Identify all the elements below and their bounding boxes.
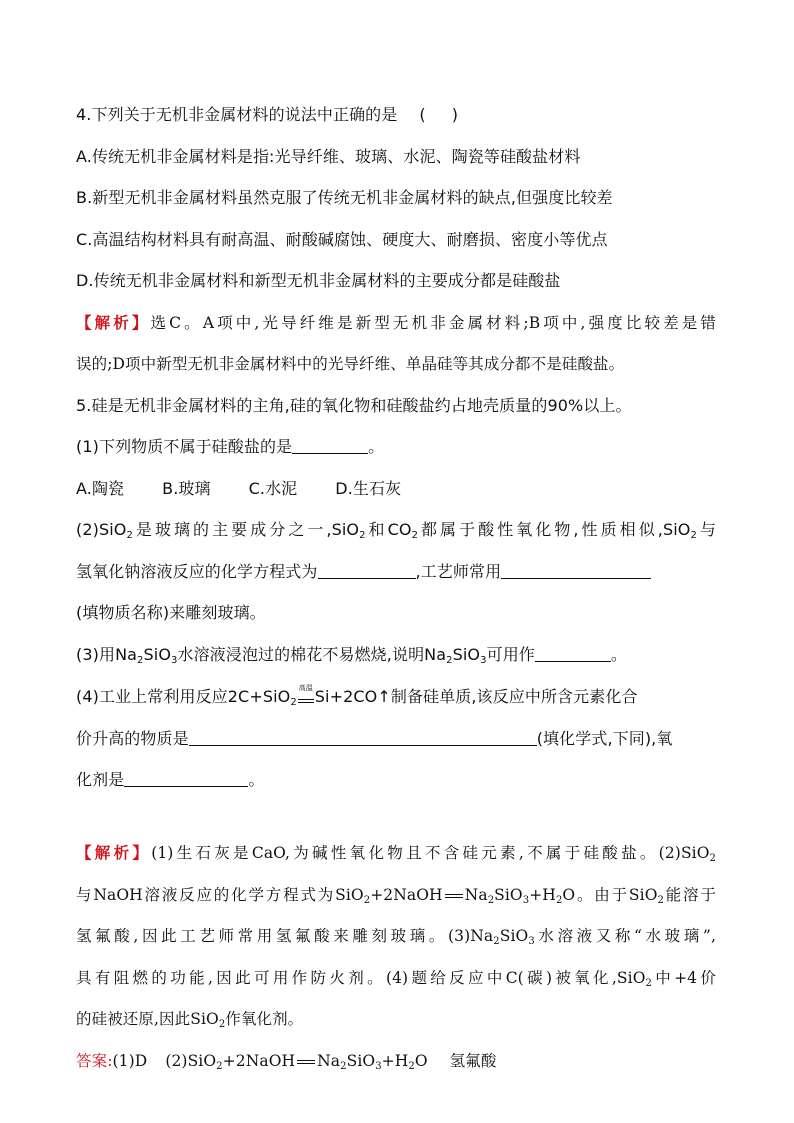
- q5-part2-line-1: (2)SiO$_2$是玻璃的主要成分之一,SiO$_2$和$CO_2$都属于酸性氧化物,性质相似,SiO$_2$与: [76, 520, 716, 541]
- q5-part4-line-1: (4)工业上常利用反应2C+SiO$_2$ 高温 Si+2CO↑制备硅单质,该反应中所含元素化合: [76, 684, 638, 708]
- q5-part1-options: [76, 478, 401, 500]
- answer-label: 答案:: [76, 1052, 113, 1070]
- q4-option-a: A.传统无机非金属材料是指:光导纤维、玻璃、水泥、陶瓷等硅酸盐材料: [76, 147, 581, 166]
- equals-sign: [295, 1050, 317, 1072]
- q5-part2-line-2: 氢氧化钠溶液反应的化学方程式为 ,工艺师常用: [76, 561, 651, 583]
- q4-option-b: B.新型无机非金属材料虽然克服了传统无机非金属材料的缺点,但强度比较差: [76, 188, 613, 207]
- answer-blank: [501, 563, 651, 579]
- q5-part3: (3)用$Na_2SiO_3$水溶液浸泡过的棉花不易燃烧,说明$Na_2SiO_3$可用作 。: [76, 645, 628, 666]
- q4-option-c: C.高温结构材料具有耐高温、耐酸碱腐蚀、硬度大、耐磨损、密度小等优点: [76, 230, 608, 249]
- answer-blank: [189, 730, 537, 746]
- q5-part1: (1)下列物质不属于硅酸盐的是 。: [76, 437, 385, 456]
- q5-analysis-line-5: 的硅被还原,因此SiO$_2$作氧化剂。: [76, 1010, 304, 1030]
- q5-part4-line-3: 化剂是 。: [76, 770, 265, 789]
- q5-option-d: D.生石灰: [335, 479, 402, 498]
- q4-stem: 4.下列关于无机非金属材料的说法中正确的是 ( ): [76, 105, 459, 124]
- q5-analysis-line-3: 氢氟酸,因此工艺师常用氢氟酸来雕刻玻璃。$(3)Na_2SiO_3$水溶液又称“水玻璃”,: [76, 927, 716, 947]
- q4-option-d: D.传统无机非金属材料和新型无机非金属材料的主要成分都是硅酸盐: [76, 271, 561, 290]
- q5-part4-line-2: 价升高的物质是 (填化学式,下同),氧: [76, 729, 673, 748]
- q5-analysis-line-1: 【解析】(1)生石灰是CaO,为碱性氧化物且不含硅元素,不属于硅酸盐。(2)SiO$_2$: [76, 844, 716, 864]
- answer-blank: [318, 563, 416, 579]
- q5-option-a: A.陶瓷: [76, 479, 125, 498]
- q5-stem: 5.硅是无机非金属材料的主角,硅的氧化物和硅酸盐约占地壳质量的90%以上。: [76, 396, 632, 415]
- equals-sign: [443, 884, 465, 906]
- answer-line: 答案:(1)D (2)SiO$_2$+2NaOH $Na_2SiO_3+H_2O$ 氢氟酸: [76, 1052, 497, 1072]
- q5-analysis-line-4: 具有阻燃的功能,因此可用作防火剂。(4)题给反应中C(碳)被氧化,SiO$_2$中+4价: [76, 969, 716, 989]
- reaction-arrow: 高温: [297, 686, 315, 708]
- q5-option-c: C.水泥: [248, 479, 298, 498]
- answer-blank: [124, 771, 248, 787]
- answer-blank: [535, 646, 611, 662]
- q5-part2-line-3: (填物质名称)来雕刻玻璃。: [76, 603, 266, 622]
- q4-analysis-line-2: 误的;D项中新型无机非金属材料中的光导纤维、单晶硅等其成分都不是硅酸盐。: [76, 355, 625, 373]
- analysis-tag: 【解析】: [76, 314, 151, 332]
- q4-analysis-line-1: 【解析】选C。A项中,光导纤维是新型无机非金属材料;B项中,强度比较差是错: [76, 314, 716, 332]
- q5-analysis-line-2: 与NaOH溶液反应的化学方程式为SiO$_2$+2NaOH $Na_2SiO_3+H_2O$。由于SiO$_2$能溶于: [76, 886, 716, 906]
- q5-option-b: B.玻璃: [162, 479, 211, 498]
- answer-blank: [292, 438, 368, 454]
- analysis-tag: 【解析】: [76, 844, 152, 862]
